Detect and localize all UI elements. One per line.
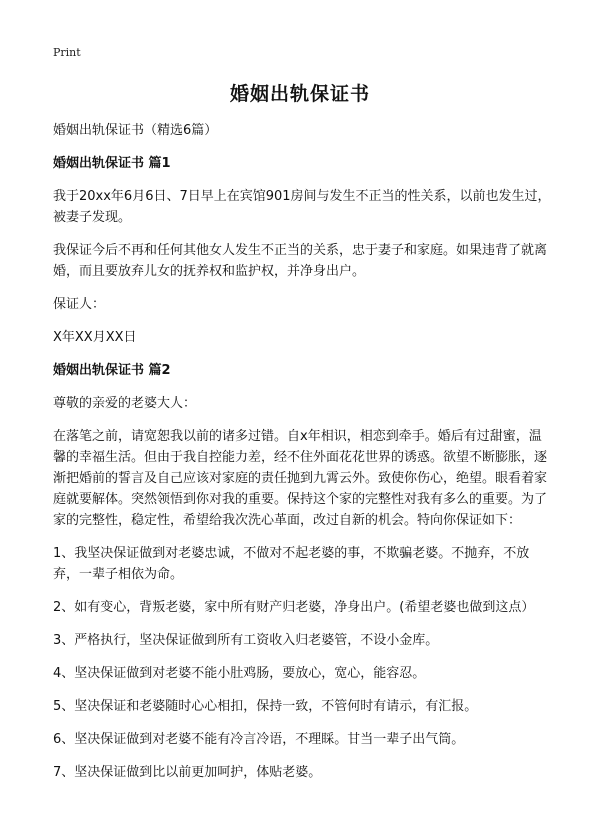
list-item: 3、严格执行，坚决保证做到所有工资收入归老婆管，不设小金库。	[53, 633, 439, 648]
document-body	[53, 120, 553, 795]
list-item: 2、如有变心，背叛老婆，家中所有财产归老婆，净身出户。(希望老婆也做到这点）	[53, 600, 535, 615]
list-item: 4、坚决保证做到对老婆不能小肚鸡肠，要放心，宽心，能容忍。	[53, 666, 426, 681]
list-item: 1、我坚决保证做到对老婆忠诚，不做对不起老婆的事，不欺骗老婆。不抛弃，不放弃，一辈子相依为命。	[53, 546, 530, 582]
subtitle: 婚姻出轨保证书（精选6篇）	[53, 123, 218, 138]
salutation: 尊敬的亲爱的老婆大人：	[53, 396, 197, 411]
print-label: Print	[53, 46, 81, 59]
section-heading-2: 婚姻出轨保证书 篇2	[53, 363, 171, 378]
paragraph: 我保证今后不再和任何其他女人发生不正当的关系，忠于妻子和家庭。如果违背了就离婚，而且要放弃儿女的抚养权和监护权，并净身出户。	[53, 243, 548, 279]
section-heading-1: 婚姻出轨保证书 篇1	[53, 156, 171, 171]
document-title: 婚姻出轨保证书	[229, 83, 370, 105]
list-item: 7、坚决保证做到比以前更加呵护，体贴老婆。	[53, 765, 322, 780]
list-item: 5、坚决保证和老婆随时心心相扣，保持一致，不管何时有请示，有汇报。	[53, 699, 478, 714]
list-item: 6、坚决保证做到对老婆不能有冷言冷语，不理睬。甘当一辈子出气筒。	[53, 732, 465, 747]
paragraph: 在落笔之前，请宽恕我以前的诸多过错。自x年相识，相恋到牵手。婚后有过甜蜜，温馨的幸福生活。但由于我自控能力差，经不住外面花花世界的诱惑。欲望不断膨胀，逐渐把婚前的誓言及自己应该对家庭的责任抛到九霄云外。致使你伤心，绝望。眼看着家庭就要解体。突然领悟到你对我的重要。保持这个家的完整性对我有多么的重要。为了家的完整性，稳定性，希望给我次洗心革面，改过自新的机会。特向你保证如下：	[53, 429, 548, 528]
date-line: X年XX月XX日	[53, 330, 137, 345]
guarantor-line: 保证人：	[53, 297, 106, 312]
paragraph: 我于20xx年6月6日、7日早上在宾馆901房间与发生不正当的性关系，以前也发生过，被妻子发现。	[53, 189, 551, 225]
